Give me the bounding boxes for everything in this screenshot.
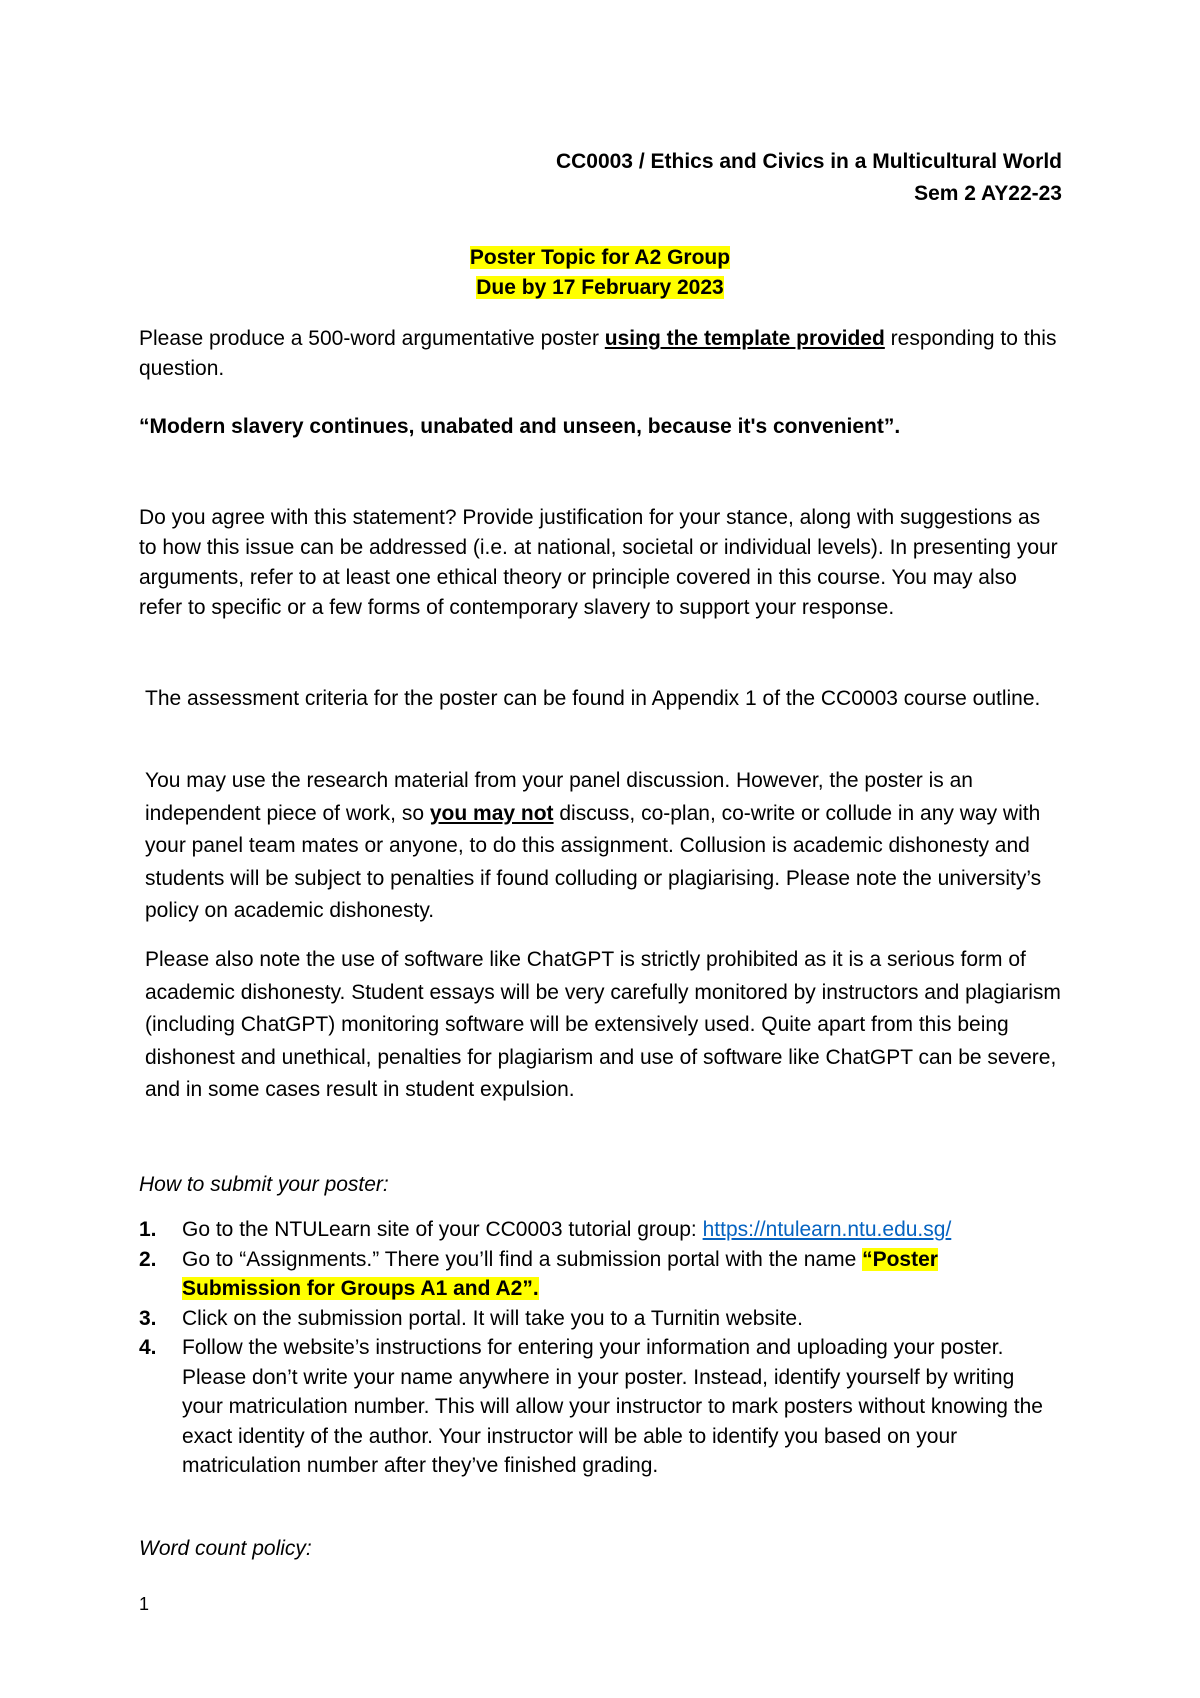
word-count-heading: Word count policy: — [139, 1537, 312, 1560]
portal-name-highlight: “Poster Submission for Groups A1 and A2”. — [182, 1247, 938, 1300]
criteria-paragraph: The assessment criteria for the poster can be found in Appendix 1 of the CC0003 course outline. — [145, 687, 1041, 710]
may-not-emphasis: you may not — [429, 801, 554, 825]
topic-block — [0, 243, 1200, 303]
list-item: 1. Go to the NTULearn site of your CC0003 tutorial group: https://ntulearn.ntu.edu.sg/ — [139, 1218, 952, 1241]
list-item: 4. Follow the website’s instructions for entering your information and uploading your poster. Please don’t write your name anywhere in your poster. Instead, identify yourself by writing your matriculation number. This will allow your instructor to mark posters without knowing the exact identity of the author. Your instructor will be able to identify you based on your matriculation number after they’ve finished grading. — [139, 1336, 1043, 1477]
page-number: 1 — [139, 1594, 150, 1614]
topic-title: Poster Topic for A2 Group — [469, 246, 731, 269]
template-emphasis: using the template provided — [604, 327, 885, 350]
course-title: CC0003 / Ethics and Civics in a Multicultural World — [555, 150, 1062, 173]
quote-statement: “Modern slavery continues, unabated and unseen, because it's convenient”. — [139, 415, 901, 438]
due-date: Due by 17 February 2023 — [476, 276, 724, 299]
document-header — [556, 146, 1062, 210]
submission-steps — [139, 1215, 1059, 1481]
list-item: 3. Click on the submission portal. It will take you to a Turnitin website. — [139, 1306, 803, 1330]
submit-heading: How to submit your poster: — [139, 1173, 389, 1196]
chatgpt-paragraph: Please also note the use of software like ChatGPT is strictly prohibited as it is a serious form of academic dishonesty. Student essays will be very carefully monitored by instructors and plagiarism (including ChatGPT) monitoring software will be extensively used. Quite apart from this being dishonest and unethical, penalties for plagiarism and use of software like ChatGPT can be severe, and in some cases result in student expulsion. — [145, 948, 1061, 1101]
intro-paragraph: Please produce a 500-word argumentative poster using the template provided responding to this question. — [139, 327, 1057, 380]
independent-work-paragraph: You may use the research material from your panel discussion. However, the poster is an independent piece of work, so you may not discuss, co-plan, co-write or collude in any way with your panel team mates or anyone, to do this assignment. Collusion is academic dishonesty and students will be subject to penalties if found colluding or plagiarising. Please note the university’s policy on academic dishonesty. — [145, 769, 1042, 922]
question-paragraph: Do you agree with this statement? Provide justification for your stance, along with suggestions as to how this issue can be addressed (i.e. at national, societal or individual levels). In presenting your arguments, refer to at least one ethical theory or principle covered in this course. You may also refer to specific or a few forms of contemporary slavery to support your response. — [139, 506, 1058, 619]
ntulearn-link[interactable]: https://ntulearn.ntu.edu.sg/ — [702, 1218, 952, 1241]
semester-label: Sem 2 AY22-23 — [914, 182, 1062, 205]
list-item: 2. Go to “Assignments.” There you’ll find a submission portal with the name “Poster Submission for Groups A1 and A2”. — [139, 1247, 938, 1300]
